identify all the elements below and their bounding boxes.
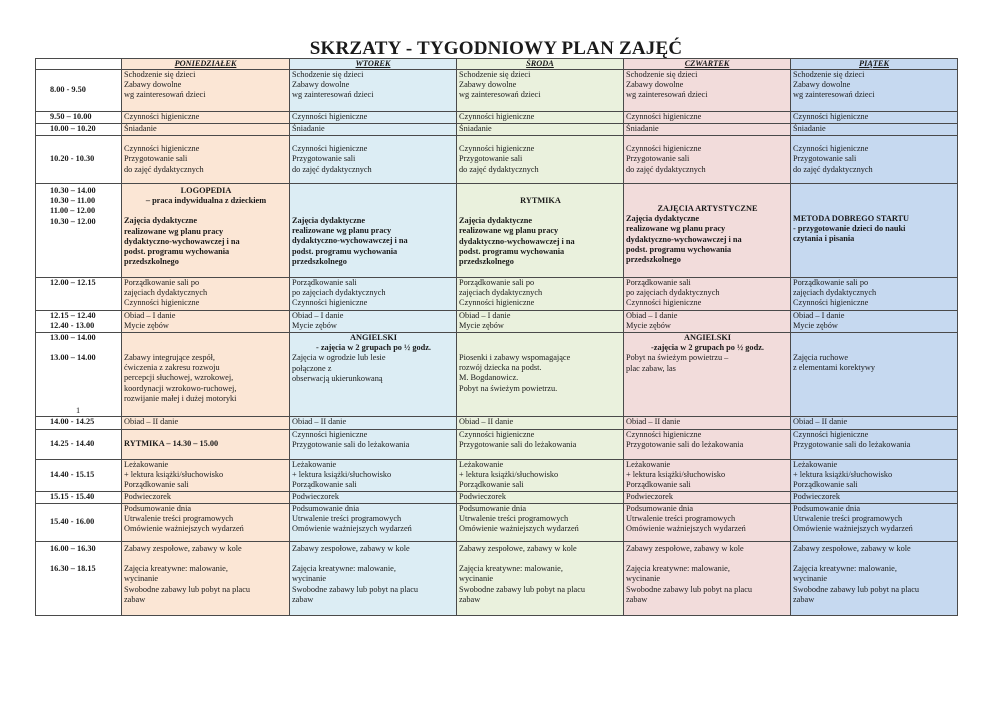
schedule-cell: LOGOPEDIA – praca indywidualna z dzieckiem Zajęcia dydaktyczne realizowane wg planu pracy dydaktyczno-wychowawczej i na podst. programu wychowania przedszkolnego — [122, 184, 290, 278]
schedule-cell: Porządkowanie sali po zajęciach dydaktycznych Czynności higieniczne — [290, 278, 457, 311]
schedule-cell: Podsumowanie dnia Utrwalenie treści programowych Omówienie ważniejszych wydarzeń — [457, 504, 624, 542]
schedule-cell: Schodzenie się dzieci Zabawy dowolne wg zainteresowań dzieci — [457, 70, 624, 112]
schedule-cell: Śniadanie — [290, 124, 457, 136]
schedule-cell: Czynności higieniczne — [457, 112, 624, 124]
time-cell: 9.50 – 10.00 — [36, 112, 122, 124]
schedule-cell: Czynności higieniczne — [791, 112, 958, 124]
schedule-cell: Porządkowanie sali po zajęciach dydaktycznych Czynności higieniczne — [791, 278, 958, 311]
schedule-cell: Zabawy zespołowe, zabawy w kole Zajęcia kreatywne: malowanie, wycinanie Swobodne zabawy lub pobyt na placu zabaw — [624, 542, 791, 616]
schedule-cell: Podsumowanie dnia Utrwalenie treści programowych Omówienie ważniejszych wydarzeń — [122, 504, 290, 542]
page-mark: 1 — [76, 405, 81, 415]
table-row — [36, 136, 958, 184]
schedule-cell: Zajęcia ruchowe z elementami korektywy — [791, 333, 958, 417]
schedule-cell: ZAJĘCIA ARTYSTYCZNE Zajęcia dydaktyczne realizowane wg planu pracy dydaktyczno-wychowawczej i na podst. programu wychowania przedszkolnego — [624, 184, 791, 278]
schedule-cell: ANGIELSKI -zajęcia w 2 grupach po ½ godz. Pobyt na świeżym powietrzu – plac zabaw, las — [624, 333, 791, 417]
schedule-cell: Podwieczorek — [122, 492, 290, 504]
schedule-cell: Obiad – II danie — [624, 417, 791, 430]
header-row — [36, 59, 958, 70]
schedule-cell: Śniadanie — [791, 124, 958, 136]
schedule-cell: Porządkowanie sali po zajęciach dydaktycznych Czynności higieniczne — [624, 278, 791, 311]
schedule-cell: Podwieczorek — [457, 492, 624, 504]
schedule-cell: Czynności higieniczne Przygotowanie sali do zajęć dydaktycznych — [624, 136, 791, 184]
schedule-cell: Leżakowanie + lektura książki/słuchowisko Porządkowanie sali — [290, 460, 457, 492]
schedule-cell: Czynności higieniczne Przygotowanie sali do leżakowania — [791, 430, 958, 460]
schedule-cell: Czynności higieniczne Przygotowanie sali do zajęć dydaktycznych — [457, 136, 624, 184]
schedule-cell: Podsumowanie dnia Utrwalenie treści programowych Omówienie ważniejszych wydarzeń — [624, 504, 791, 542]
time-cell: 14.00 - 14.25 — [36, 417, 122, 430]
time-cell: 8.00 - 9.50 — [36, 70, 122, 112]
schedule-cell: RYTMIKA – 14.30 – 15.00 — [122, 430, 290, 460]
schedule-cell: Leżakowanie + lektura książki/słuchowisko Porządkowanie sali — [122, 460, 290, 492]
schedule-cell: Podsumowanie dnia Utrwalenie treści programowych Omówienie ważniejszych wydarzeń — [290, 504, 457, 542]
schedule-cell: Obiad – I danie Mycie zębów — [624, 311, 791, 333]
schedule-cell: Zabawy zespołowe, zabawy w kole Zajęcia kreatywne: malowanie, wycinanie Swobodne zabawy lub pobyt na placu zabaw — [122, 542, 290, 616]
schedule-cell: Obiad – II danie — [457, 417, 624, 430]
table-row — [36, 542, 958, 616]
table-row — [36, 311, 958, 333]
schedule-cell: Leżakowanie + lektura książki/słuchowisko Porządkowanie sali — [791, 460, 958, 492]
day-header-wednesday: ŚRODA — [457, 59, 624, 70]
schedule-cell: Leżakowanie + lektura książki/słuchowisko Porządkowanie sali — [457, 460, 624, 492]
schedule-cell: Porządkowanie sali po zajęciach dydaktycznych Czynności higieniczne — [457, 278, 624, 311]
schedule-cell: Śniadanie — [122, 124, 290, 136]
schedule-cell: Czynności higieniczne — [122, 112, 290, 124]
schedule-cell: Zabawy zespołowe, zabawy w kole Zajęcia kreatywne: malowanie, wycinanie Swobodne zabawy lub pobyt na placu zabaw — [290, 542, 457, 616]
schedule-cell: Obiad – I danie Mycie zębów — [122, 311, 290, 333]
schedule-cell: Porządkowanie sali po zajęciach dydaktycznych Czynności higieniczne — [122, 278, 290, 311]
schedule-cell: Zabawy integrujące zespół, ćwiczenia z zakresu rozwoju percepcji słuchowej, wzrokowej, koordynacji wzrokowo-ruchowej, rozwijanie małej i dużej motoryki — [122, 333, 290, 417]
schedule-cell: Schodzenie się dzieci Zabawy dowolne wg zainteresowań dzieci — [290, 70, 457, 112]
schedule-cell: Obiad – II danie — [791, 417, 958, 430]
time-cell: 10.20 - 10.30 — [36, 136, 122, 184]
schedule-cell: Czynności higieniczne Przygotowanie sali do zajęć dydaktycznych — [791, 136, 958, 184]
schedule-cell: Czynności higieniczne Przygotowanie sali do leżakowania — [624, 430, 791, 460]
time-cell: 16.00 – 16.30 16.30 – 18.15 — [36, 542, 122, 616]
time-cell: 15.15 - 15.40 — [36, 492, 122, 504]
table-row — [36, 184, 958, 278]
schedule-cell: Czynności higieniczne Przygotowanie sali do leżakowania — [290, 430, 457, 460]
schedule-cell: Obiad – II danie — [122, 417, 290, 430]
schedule-cell: METODA DOBREGO STARTU - przygotowanie dzieci do nauki czytania i pisania — [791, 184, 958, 278]
day-header-friday: PIĄTEK — [791, 59, 958, 70]
time-cell: 13.00 – 14.00 13.00 – 14.00 1 — [36, 333, 122, 417]
schedule-cell: Czynności higieniczne Przygotowanie sali do zajęć dydaktycznych — [122, 136, 290, 184]
schedule-cell: Obiad – I danie Mycie zębów — [457, 311, 624, 333]
page-title: SKRZATY - TYGODNIOWY PLAN ZAJĘĆ — [309, 38, 683, 59]
schedule-cell: RYTMIKA Zajęcia dydaktyczne realizowane wg planu pracy dydaktyczno-wychowawczej i na podst. programu wychowania przedszkolnego — [457, 184, 624, 278]
day-header-tuesday: WTOREK — [290, 59, 457, 70]
schedule-cell: Czynności higieniczne Przygotowanie sali do leżakowania — [457, 430, 624, 460]
schedule-cell: Schodzenie się dzieci Zabawy dowolne wg zainteresowań dzieci — [122, 70, 290, 112]
time-cell: 10.30 – 14.00 10.30 – 11.00 11.00 – 12.00 10.30 – 12.00 — [36, 184, 122, 278]
time-cell: 14.40 - 15.15 — [36, 460, 122, 492]
schedule-cell: Podsumowanie dnia Utrwalenie treści programowych Omówienie ważniejszych wydarzeń — [791, 504, 958, 542]
day-header-monday: PONIEDZIAŁEK — [122, 59, 290, 70]
schedule-cell: Schodzenie się dzieci Zabawy dowolne wg zainteresowań dzieci — [624, 70, 791, 112]
schedule-cell: Śniadanie — [624, 124, 791, 136]
schedule-cell: Zajęcia dydaktyczne realizowane wg planu pracy dydaktyczno-wychowawczej i na podst. programu wychowania przedszkolnego — [290, 184, 457, 278]
schedule-cell: Podwieczorek — [791, 492, 958, 504]
table-row — [36, 124, 958, 136]
schedule-cell: Czynności higieniczne — [624, 112, 791, 124]
table-row — [36, 112, 958, 124]
schedule-cell: Podwieczorek — [290, 492, 457, 504]
weekly-schedule-table — [35, 58, 958, 616]
schedule-cell: ANGIELSKI - zajęcia w 2 grupach po ½ godz. Zajęcia w ogrodzie lub lesie połączone z obserwacją ukierunkowaną — [290, 333, 457, 417]
schedule-cell: Obiad – I danie Mycie zębów — [290, 311, 457, 333]
table-row — [36, 430, 958, 460]
time-cell: 12.15 – 12.40 12.40 - 13.00 — [36, 311, 122, 333]
time-cell: 10.00 – 10.20 — [36, 124, 122, 136]
table-row — [36, 460, 958, 492]
day-header-thursday: CZWARTEK — [624, 59, 791, 70]
schedule-cell: Leżakowanie + lektura książki/słuchowisko Porządkowanie sali — [624, 460, 791, 492]
schedule-cell: Śniadanie — [457, 124, 624, 136]
table-row — [36, 504, 958, 542]
table-row — [36, 333, 958, 417]
time-column-header — [36, 59, 122, 70]
schedule-cell: Obiad – I danie Mycie zębów — [791, 311, 958, 333]
schedule-cell: Czynności higieniczne Przygotowanie sali do zajęć dydaktycznych — [290, 136, 457, 184]
time-cell: 15.40 - 16.00 — [36, 504, 122, 542]
schedule-cell: Podwieczorek — [624, 492, 791, 504]
table-row — [36, 492, 958, 504]
schedule-cell: Obiad – II danie — [290, 417, 457, 430]
schedule-cell: Zabawy zespołowe, zabawy w kole Zajęcia kreatywne: malowanie, wycinanie Swobodne zabawy lub pobyt na placu zabaw — [457, 542, 624, 616]
schedule-cell: Czynności higieniczne — [290, 112, 457, 124]
schedule-cell: Zabawy zespołowe, zabawy w kole Zajęcia kreatywne: malowanie, wycinanie Swobodne zabawy lub pobyt na placu zabaw — [791, 542, 958, 616]
time-cell: 14.25 - 14.40 — [36, 430, 122, 460]
time-cell: 12.00 – 12.15 — [36, 278, 122, 311]
table-row — [36, 70, 958, 112]
table-row — [36, 278, 958, 311]
schedule-cell: Schodzenie się dzieci Zabawy dowolne wg zainteresowań dzieci — [791, 70, 958, 112]
table-row — [36, 417, 958, 430]
schedule-cell: Piosenki i zabawy wspomagające rozwój dziecka na podst. M. Bogdanowicz. Pobyt na świeżym powietrzu. — [457, 333, 624, 417]
